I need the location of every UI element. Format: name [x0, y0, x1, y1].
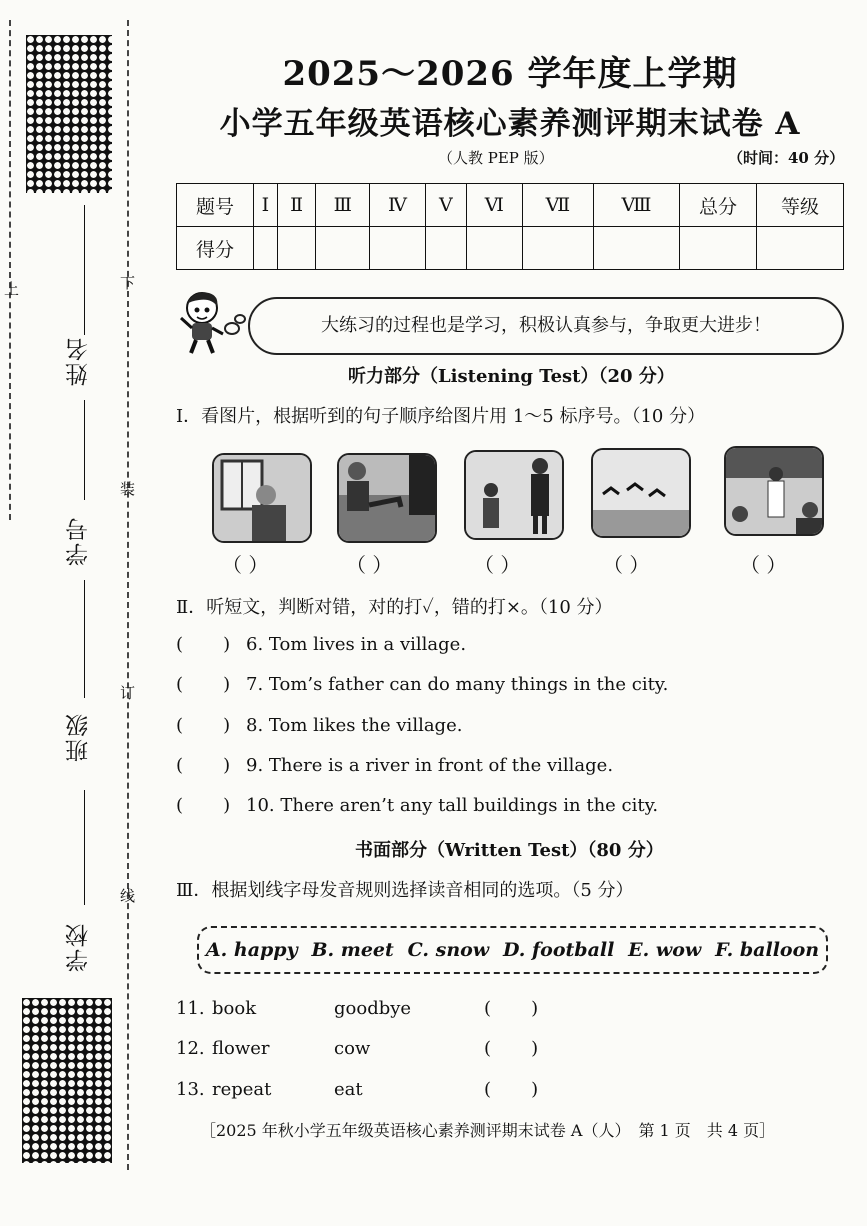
cut-mark-xia: 下: [120, 274, 136, 292]
score-cell[interactable]: [316, 227, 370, 270]
true-false-item: [176, 715, 462, 736]
boy-mascot-icon: [175, 288, 231, 356]
table-cell: 题号: [177, 184, 254, 227]
class-label: 班级: [66, 712, 92, 762]
table-cell: Ⅰ: [254, 184, 278, 227]
answer-blank[interactable]: ( ): [484, 1079, 539, 1100]
table-cell: Ⅴ: [425, 184, 466, 227]
cut-mark-zhuang: 装: [120, 480, 136, 498]
answer-blank-pic2[interactable]: （ ）: [346, 553, 393, 577]
name-line: [84, 205, 85, 335]
option-f: F. balloon: [715, 939, 820, 961]
dot-pattern-top: [26, 35, 112, 193]
picture-2-boy-on-sofa: [337, 453, 437, 543]
score-table-score-row: [177, 227, 844, 270]
table-cell: Ⅲ: [316, 184, 370, 227]
item-number: 13.: [176, 1079, 205, 1100]
binding-dashed-line-right: [127, 20, 129, 1170]
item-text: There is a river in front of the village.: [268, 755, 614, 776]
item-text: Tom likes the village.: [268, 715, 463, 736]
score-cell[interactable]: [425, 227, 466, 270]
phonics-item: [176, 998, 576, 1019]
answer-blank[interactable]: ( ): [176, 755, 231, 776]
score-table: [176, 183, 844, 270]
picture-5-teacher-classroom: [724, 446, 824, 536]
part3-title: Ⅲ．根据划线字母发音规则选择读音相同的选项。（5 分）: [176, 880, 634, 901]
picture-4-birds-flying: [591, 448, 691, 538]
picture-3-two-boys: [464, 450, 564, 540]
motto-text: 大练习的过程也是学习，积极认真参与，争取更大进步！: [321, 315, 771, 336]
item-number: 11.: [176, 998, 205, 1019]
exam-title-line2: 小学五年级英语核心素养测评期末试卷 A: [219, 106, 801, 142]
answer-blank-pic4[interactable]: （ ）: [603, 553, 650, 577]
table-cell: Ⅶ: [522, 184, 593, 227]
option-d: D. football: [502, 939, 615, 961]
answer-blank[interactable]: ( ): [176, 715, 231, 736]
score-cell[interactable]: [522, 227, 593, 270]
word1: book: [212, 998, 257, 1019]
table-cell: 总分: [680, 184, 757, 227]
item-number: 8.: [246, 715, 264, 736]
student-id-label: 学号: [66, 516, 92, 566]
score-cell[interactable]: [680, 227, 757, 270]
option-a: A. happy: [205, 939, 298, 961]
cut-mark-ding: 订: [120, 684, 136, 702]
score-cell[interactable]: [757, 227, 844, 270]
exam-title-line1: 2025～2026 学年度上学期: [282, 54, 738, 94]
cut-mark-shang: 上: [4, 280, 20, 298]
item-text: There aren’t any tall buildings in the city.: [280, 795, 659, 816]
item-text: Tom’s father can do many things in the city.: [268, 674, 669, 695]
item-text: Tom lives in a village.: [268, 634, 467, 655]
motto-bubble: [248, 297, 844, 355]
phonics-item: [176, 1079, 576, 1100]
table-cell: Ⅷ: [593, 184, 679, 227]
item-number: 12.: [176, 1038, 205, 1059]
answer-blank[interactable]: ( ): [484, 998, 539, 1019]
answer-blank-pic5[interactable]: （ ）: [740, 553, 787, 577]
item-number: 9.: [246, 755, 264, 776]
word2: goodbye: [334, 998, 412, 1019]
answer-blank[interactable]: ( ): [176, 795, 231, 816]
true-false-item: [176, 795, 658, 816]
time-label: （时间：40 分）: [728, 149, 845, 167]
cut-mark-xian: 线: [120, 887, 136, 905]
word-options-box: [197, 926, 828, 974]
word2: eat: [334, 1079, 363, 1100]
table-cell: 得分: [177, 227, 254, 270]
answer-blank-pic3[interactable]: （ ）: [474, 553, 521, 577]
option-e: E. wow: [628, 939, 702, 961]
dot-pattern-bottom: [22, 998, 112, 1163]
option-b: B. meet: [311, 939, 394, 961]
item-number: 6.: [246, 634, 264, 655]
name-label: 姓名: [66, 336, 92, 386]
answer-blank[interactable]: ( ): [176, 674, 231, 695]
table-cell: 等级: [757, 184, 844, 227]
score-cell[interactable]: [593, 227, 679, 270]
true-false-item: [176, 634, 466, 655]
part2-title: Ⅱ．听短文，判断对错，对的打✓，错的打×。（10 分）: [176, 597, 613, 618]
word1: repeat: [212, 1079, 272, 1100]
score-cell[interactable]: [466, 227, 522, 270]
table-cell: Ⅳ: [370, 184, 426, 227]
listening-heading: 听力部分（Listening Test）（20 分）: [348, 366, 675, 387]
answer-blank[interactable]: ( ): [484, 1038, 539, 1059]
part1-title: Ⅰ．看图片，根据听到的句子顺序给图片用 1～5 标序号。（10 分）: [176, 406, 706, 427]
item-number: 10.: [246, 795, 275, 816]
school-line: [84, 790, 85, 905]
school-label: 学校: [66, 922, 92, 972]
student-id-line: [84, 400, 85, 500]
page-footer: ［2025 年秋小学五年级英语核心素养测评期末试卷 A（人） 第 1 页 共 4 页］: [200, 1121, 776, 1140]
written-heading: 书面部分（Written Test）（80 分）: [355, 840, 664, 861]
answer-blank[interactable]: ( ): [176, 634, 231, 655]
score-table-header-row: [177, 184, 844, 227]
word1: flower: [212, 1038, 270, 1059]
item-number: 7.: [246, 674, 264, 695]
word2: cow: [334, 1038, 371, 1059]
true-false-item: [176, 755, 613, 776]
phonics-item: [176, 1038, 576, 1059]
table-cell: Ⅱ: [277, 184, 316, 227]
bubble-tail-dot: [234, 314, 246, 324]
answer-blank-pic1[interactable]: （ ）: [222, 553, 269, 577]
bubble-tail-dot: [224, 322, 240, 335]
binding-dashed-line-left: [9, 20, 11, 520]
score-cell[interactable]: [370, 227, 426, 270]
score-cell[interactable]: [254, 227, 278, 270]
true-false-item: [176, 674, 668, 695]
class-line: [84, 580, 85, 698]
option-c: C. snow: [407, 939, 490, 961]
score-cell[interactable]: [277, 227, 316, 270]
picture-1-boy-at-window: [212, 453, 312, 543]
edition-label: （人教 PEP 版）: [438, 149, 554, 167]
table-cell: Ⅵ: [466, 184, 522, 227]
